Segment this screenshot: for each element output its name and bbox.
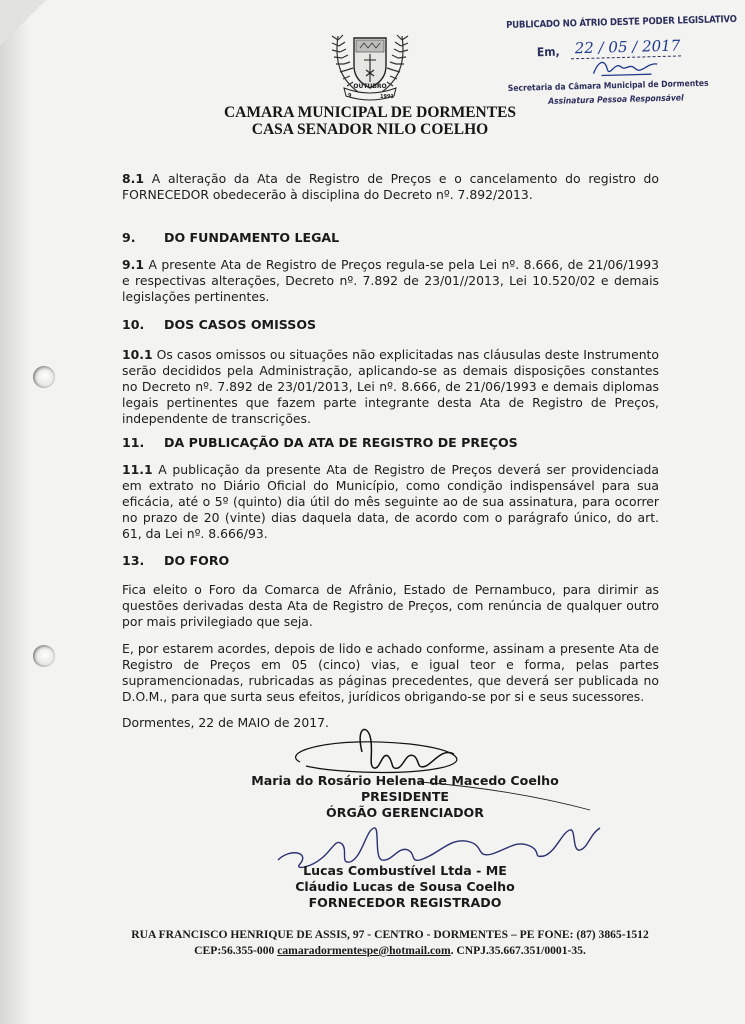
section-title: DO FORO	[164, 553, 230, 568]
document-footer	[100, 927, 680, 959]
section-number: 9.	[122, 230, 136, 245]
footer-address: RUA FRANCISCO HENRIQUE DE ASSIS, 97 - CENTRO - DORMENTES – PE FONE: (87) 3865-1512	[131, 928, 649, 941]
page-corner-fold	[0, 0, 46, 46]
clause-text: A alteração da Ata de Registro de Preços e o cancelamento do registro do FORNECEDOR obedecerão à disciplina do Decreto nº. 7.892/2013.	[122, 171, 659, 202]
signature-block-supplier	[190, 863, 620, 911]
supplier-role: FORNECEDOR REGISTRADO	[308, 895, 502, 910]
footer-contact-line	[100, 943, 680, 959]
section-title: DO FUNDAMENTO LEGAL	[164, 230, 340, 245]
document-header	[180, 104, 560, 138]
crest-banner-text: OUTUBRO	[353, 83, 387, 90]
section-number: 13.	[122, 553, 145, 568]
footer-cep: CEP:56.355-000	[194, 944, 275, 957]
footer-cnpj: . CNPJ.35.667.351/0001-35.	[450, 944, 586, 957]
stamp-handwritten-signature	[591, 56, 662, 80]
foro-paragraph	[122, 582, 659, 630]
closing-text: E, por estarem acordes, depois de lido e achado conforme, assinam a presente Ata de Registro de Preços em 05 (cinco) vias, e igual teor e forma, pelas partes supramencionadas, rubricadas as páginas precedentes, que deverá ser publicada no D.O.M., para que surta seus efeitos, jurídicos obrigando-se por si e seus sucessores.	[122, 641, 659, 704]
signatory-org: ÓRGÃO GERENCIADOR	[326, 805, 484, 820]
clause-9-1	[122, 257, 659, 305]
clause-text: Os casos omissos ou situações não explicitadas nas cláusulas deste Instrumento serão decididos pela Administração, aplicando-se as demais disposições constantes no Decreto nº. 7.892 de 23/01/2013, Lei nº. 8.666, de 21/06/1993 e demais diplomas legais pertinentes que fazem parte integrante desta Ata de Registro de Preços, independente de transcrições.	[122, 347, 659, 426]
municipal-crest-emblem	[320, 26, 420, 102]
clause-number: 8.1	[122, 171, 144, 186]
section-number: 11.	[122, 435, 145, 450]
closing-paragraph	[122, 641, 659, 705]
foro-text: Fica eleito o Foro da Comarca de Afrânio, Estado de Pernambuco, para dirimir as questões derivadas desta Ata de Registro de Preços, com renúncia de qualquer outro por mais privilegiado que seja.	[122, 582, 659, 629]
section-heading-11	[122, 435, 518, 450]
clause-text: A presente Ata de Registro de Preços regula-se pela Lei nº. 8.666, de 21/06/1993 e respectivas alterações, Decreto nº. 7.892 de 23/01//2013, Lei 10.520/02 e demais legislações pertinentes.	[122, 257, 659, 304]
place-date-text: Dormentes, 22 de MAIO de 2017.	[122, 715, 329, 730]
clause-10-1	[122, 347, 659, 427]
section-title: DOS CASOS OMISSOS	[164, 317, 317, 332]
punch-hole-upper	[33, 366, 55, 388]
crest-year-left: 9	[348, 93, 352, 99]
header-title: CAMARA MUNICIPAL DE DORMENTES	[223, 104, 517, 121]
section-heading-10	[122, 317, 316, 332]
stamp-date-value: 22 / 05 / 2017	[574, 36, 681, 58]
clause-number: 10.1	[122, 347, 153, 362]
section-heading-13	[122, 553, 229, 568]
crest-year-right: 1991	[380, 94, 394, 100]
signature-block-president	[190, 773, 620, 821]
clause-8-1	[122, 171, 659, 203]
section-number: 10.	[122, 317, 145, 332]
clause-number: 11.1	[122, 462, 153, 477]
clause-text: A publicação da presente Ata de Registro de Preços deverá ser providenciada em extrato no Diário Oficial do Município, como condição indispensável para sua eficácia, até o 5º (quinto) dia útil do mês seguinte ao de sua assinatura, para ocorrer no prazo de 20 (vinte) dias daquela data, de acordo com o parágrafo único, do art. 61, da Lei nº. 8.666/93.	[122, 462, 659, 541]
clause-number: 9.1	[122, 257, 144, 272]
publication-stamp	[506, 13, 737, 114]
signatory-name: Maria do Rosário Helena de Macedo Coelho	[251, 773, 559, 788]
footer-email-link[interactable]: camaradormentespe@hotmail.com	[277, 944, 451, 957]
signatory-role: PRESIDENTE	[360, 789, 450, 804]
page-edge-shadow	[0, 0, 30, 1024]
stamp-secretary-text: Secretaria da Câmara Municipal de Dormentes	[507, 78, 709, 94]
section-title: DA PUBLICAÇÃO DA ATA DE REGISTRO DE PREÇOS	[164, 435, 518, 450]
header-subtitle: CASA SENADOR NILO COELHO	[251, 121, 489, 138]
punch-hole-lower	[33, 645, 55, 667]
supplier-company: Lucas Combustível Ltda - ME	[303, 863, 507, 878]
stamp-signature-label: Assinatura Pessoa Responsável	[548, 93, 684, 107]
stamp-publication-text: PUBLICADO NO ÁTRIO DESTE PODER LEGISLATIVO	[506, 13, 737, 31]
section-heading-9	[122, 230, 339, 245]
stamp-date-label: Em,	[536, 44, 560, 60]
clause-11-1	[122, 462, 659, 542]
supplier-representative: Cláudio Lucas de Sousa Coelho	[295, 879, 515, 894]
